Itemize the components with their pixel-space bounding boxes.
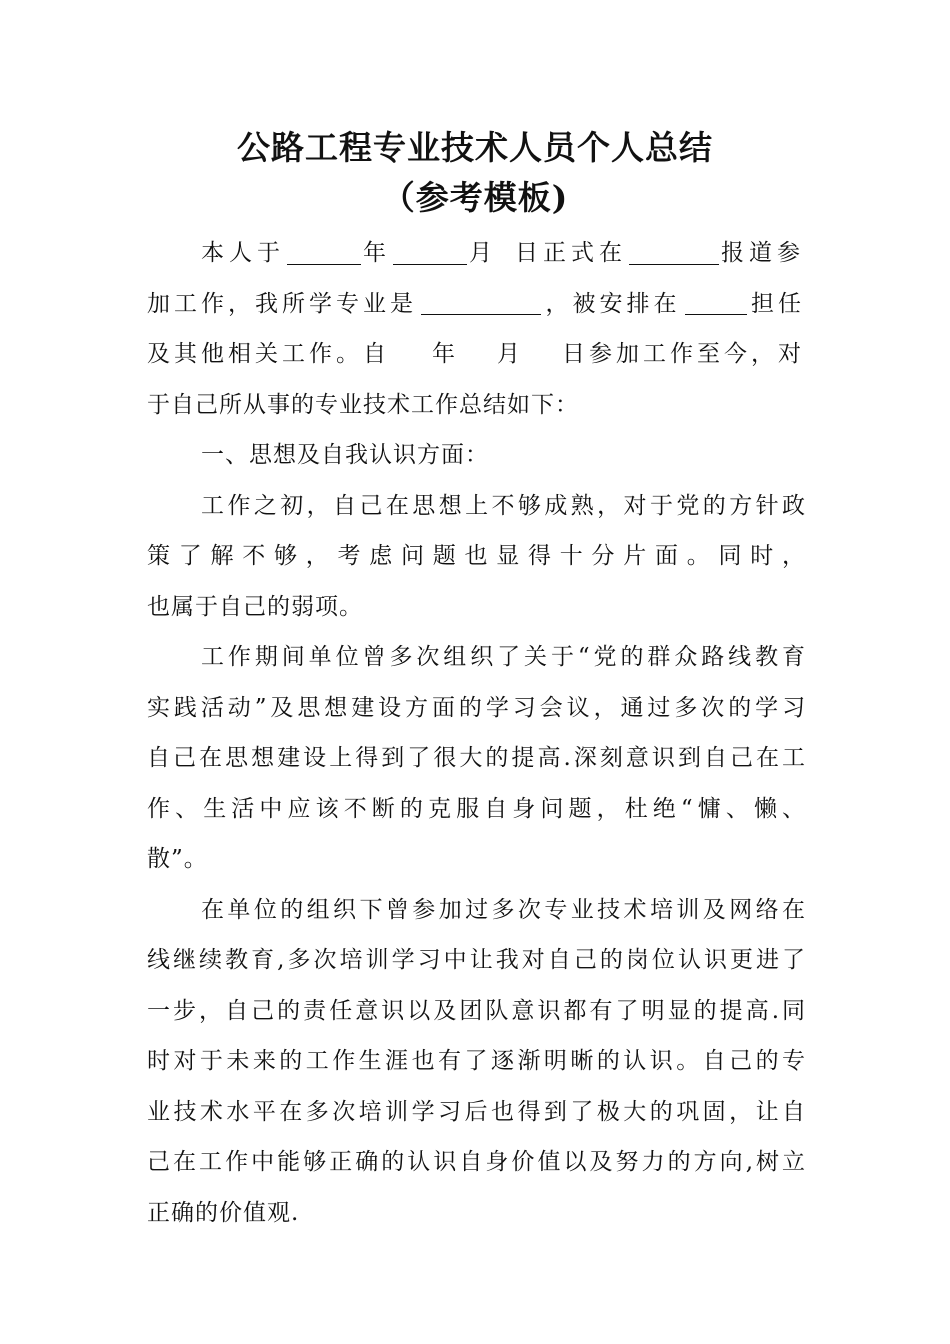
- paragraph-3-line-4: 时对于未来的工作生涯也有了逐渐明晰的认识。自己的专: [147, 1048, 809, 1074]
- paragraph-2-line-1: 工作期间单位曾多次组织了关于“党的群众路线教育: [201, 644, 809, 670]
- intro-text: 月: [469, 240, 497, 266]
- paragraph-1-line-1: 工作之初，自己在思想上不够成熟，对于党的方针政: [201, 492, 809, 519]
- paragraph-2-line-4: 作、生活中应该不断的克服自身问题，杜绝“慵、懒、: [147, 795, 811, 822]
- paragraph-3-line-2: 线继续教育,多次培训学习中让我对自己的岗位认识更进了: [147, 947, 809, 973]
- paragraph-3-line-1: 在单位的组织下曾参加过多次专业技术培训及网络在: [201, 896, 809, 923]
- intro-text: 月: [497, 341, 524, 367]
- paragraph-3-line-7: 正确的价值观.: [147, 1199, 300, 1226]
- paragraph-3-line-6: 己在工作中能够正确的认识自身价值以及努力的方向,树立: [147, 1149, 809, 1175]
- intro-text: 及其他相关工作。自: [147, 341, 390, 367]
- intro-line-1: [147, 228, 805, 279]
- intro-line-2: [147, 279, 805, 330]
- paragraph-2-line-2: 实践活动”及思想建设方面的学习会议，通过多次的学习: [147, 694, 810, 721]
- paragraph-2-line-5: 散”。: [147, 846, 208, 872]
- paragraph-3-line-5: 业技术水平在多次培训学习后也得到了极大的巩固，让自: [147, 1098, 809, 1125]
- intro-text: 本人于: [201, 240, 285, 266]
- paragraph-2-line-3: 自己在思想建设上得到了很大的提高.深刻意识到自己在工: [147, 745, 809, 771]
- blank-year: [287, 242, 361, 265]
- blank-employer: [629, 242, 719, 265]
- intro-text: 加工作，我所学专业是: [147, 290, 417, 317]
- blank-position: [685, 292, 747, 315]
- document-title: 公路工程专业技术人员个人总结: [237, 128, 713, 167]
- paragraph-3-line-3: 一步，自己的责任意识以及团队意识都有了明显的提高.同: [147, 997, 809, 1024]
- intro-line-4: [147, 380, 805, 431]
- blank-month: [393, 242, 467, 265]
- document-subtitle: （参考模板): [381, 178, 569, 217]
- paragraph-1-line-2: 策了解不够，考虑问题也显得十分片面。同时，: [147, 543, 814, 569]
- intro-text: 日正式在: [515, 240, 627, 266]
- intro-text: 年: [363, 240, 391, 266]
- document-body: [147, 228, 814, 1238]
- section-heading: 一、思想及自我认识方面：: [201, 442, 489, 468]
- blank-major: [421, 292, 541, 315]
- intro-text: 日参加工作至今，对: [562, 341, 805, 367]
- intro-text: 报道参: [721, 240, 805, 266]
- intro-text: 于自己所从事的专业技术工作总结如下：: [147, 391, 579, 418]
- intro-text: ，被安排在: [545, 290, 681, 317]
- intro-line-3: [147, 329, 805, 380]
- paragraph-1-line-3: 也属于自己的弱项。: [147, 593, 363, 620]
- intro-text: 年: [432, 341, 459, 367]
- intro-text: 担任: [751, 290, 805, 317]
